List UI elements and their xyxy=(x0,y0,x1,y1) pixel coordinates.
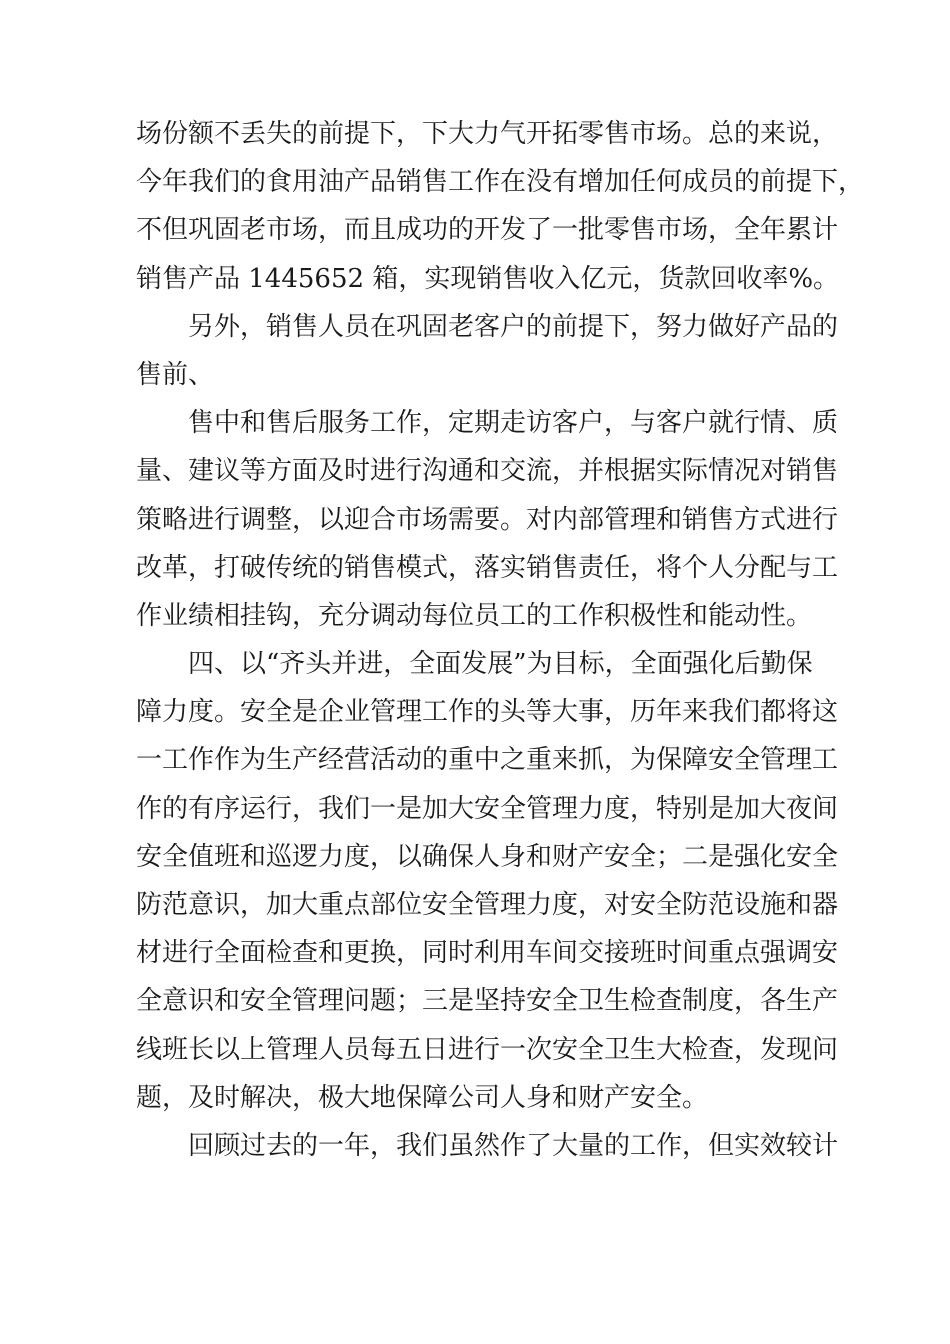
text-line: 线班长以上管理人员每五日进行一次安全卫生大检查，发现问 xyxy=(136,1034,839,1065)
text-line: 材进行全面检查和更换，同时利用车间交接班时间重点强调安 xyxy=(136,938,839,969)
text-line: 安全值班和巡逻力度，以确保人身和财产安全；二是强化安全 xyxy=(136,841,839,872)
text-line: 量、建议等方面及时进行沟通和交流，并根据实际情况对销售 xyxy=(136,456,839,487)
text-line: 四、以“齐头并进，全面发展”为目标，全面强化后勤保 xyxy=(188,649,813,680)
text-line: 改革，打破传统的销售模式，落实销售责任，将个人分配与工 xyxy=(136,552,839,583)
text-line: 销售产品 1445652 箱，实现销售收入亿元，货款回收率%。 xyxy=(136,263,840,294)
text-line: 防范意识，加大重点部位安全管理力度，对安全防范设施和器 xyxy=(136,890,839,920)
text-line: 今年我们的食用油产品销售工作在没有增加任何成员的前提下， xyxy=(136,167,865,198)
text-line: 作业绩相挂钩，充分调动每位员工的工作积极性和能动性。 xyxy=(136,600,813,631)
text-line: 一工作作为生产经营活动的重中之重来抓，为保障安全管理工 xyxy=(136,745,839,776)
text-line: 作的有序运行，我们一是加大安全管理力度，特别是加大夜间 xyxy=(136,793,839,824)
document-body xyxy=(136,110,865,1170)
text-line: 不但巩固老市场，而且成功的开发了一批零售市场，全年累计 xyxy=(136,215,839,246)
text-line: 另外，销售人员在巩固老客户的前提下，努力做好产品的 xyxy=(188,311,839,342)
text-line: 回顾过去的一年，我们虽然作了大量的工作，但实效较计 xyxy=(188,1130,839,1161)
text-line: 题，及时解决，极大地保障公司人身和财产安全。 xyxy=(136,1082,709,1113)
text-line: 售前、 xyxy=(136,359,215,390)
text-line: 障力度。安全是企业管理工作的头等大事，历年来我们都将这 xyxy=(136,697,839,728)
text-line: 策略进行调整，以迎合市场需要。对内部管理和销售方式进行 xyxy=(136,504,839,535)
text-line: 全意识和安全管理问题；三是坚持安全卫生检查制度，各生产 xyxy=(136,986,839,1017)
text-line: 售中和售后服务工作，定期走访客户，与客户就行情、质 xyxy=(188,408,839,439)
text-line: 场份额不丢失的前提下，下大力气开拓零售市场。总的来说， xyxy=(136,119,839,149)
